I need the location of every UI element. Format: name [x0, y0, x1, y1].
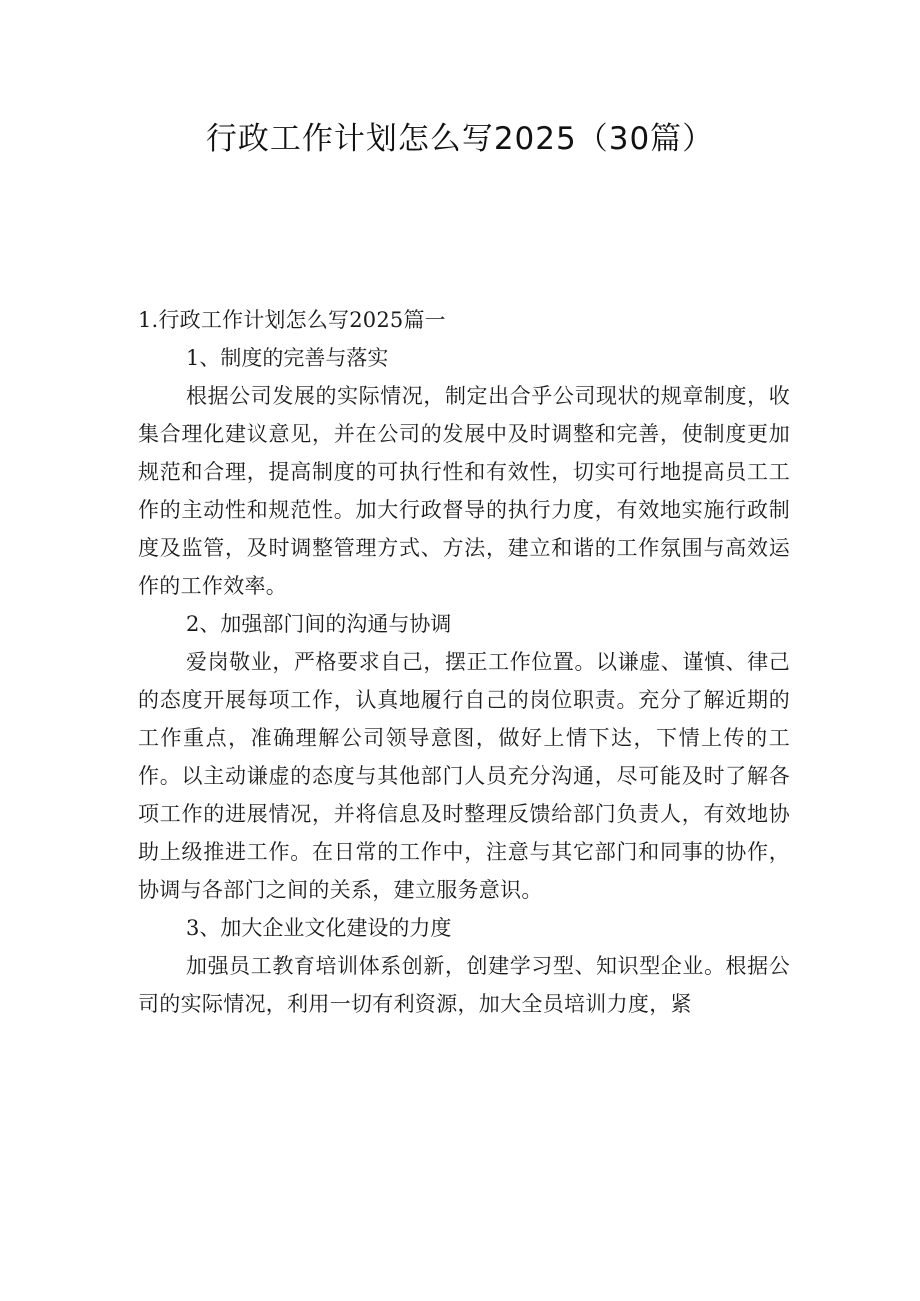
item-paragraph-3: 加强员工教育培训体系创新，创建学习型、知识型企业。根据公司的实际情况，利用一切有利资源，加大全员培训力度，紧	[138, 954, 790, 1016]
item-heading-3: 3、加大企业文化建设的力度	[186, 916, 452, 940]
document-title: 行政工作计划怎么写2025（30篇）	[205, 121, 715, 157]
item-heading-1: 1、制度的完善与落实	[186, 346, 389, 370]
item-paragraph-1: 根据公司发展的实际情况，制定出合乎公司现状的规章制度，收集合理化建议意见，并在公司的发展中及时调整和完善，使制度更加规范和合理，提高制度的可执行性和有效性，切实可行地提高员工工作的主动性和规范性。加大行政督导的执行力度，有效地实施行政制度及监管，及时调整管理方式、方法，建立和谐的工作氛围与高效运作的工作效率。	[138, 384, 790, 598]
item-heading-2: 2、加强部门间的沟通与协调	[186, 612, 452, 636]
item-paragraph-2: 爱岗敬业，严格要求自己，摆正工作位置。以谦虚、谨慎、律己的态度开展每项工作，认真地履行自己的岗位职责。充分了解近期的工作重点，准确理解公司领导意图，做好上情下达，下情上传的工作。以主动谦虚的态度与其他部门人员充分沟通，尽可能及时了解各项工作的进展情况，并将信息及时整理反馈给部门负责人，有效地协助上级推进工作。在日常的工作中，注意与其它部门和同事的协作，协调与各部门之间的关系，建立服务意识。	[138, 650, 790, 902]
section-heading: 1.行政工作计划怎么写2025篇一	[138, 308, 446, 332]
document-body	[138, 301, 790, 1023]
